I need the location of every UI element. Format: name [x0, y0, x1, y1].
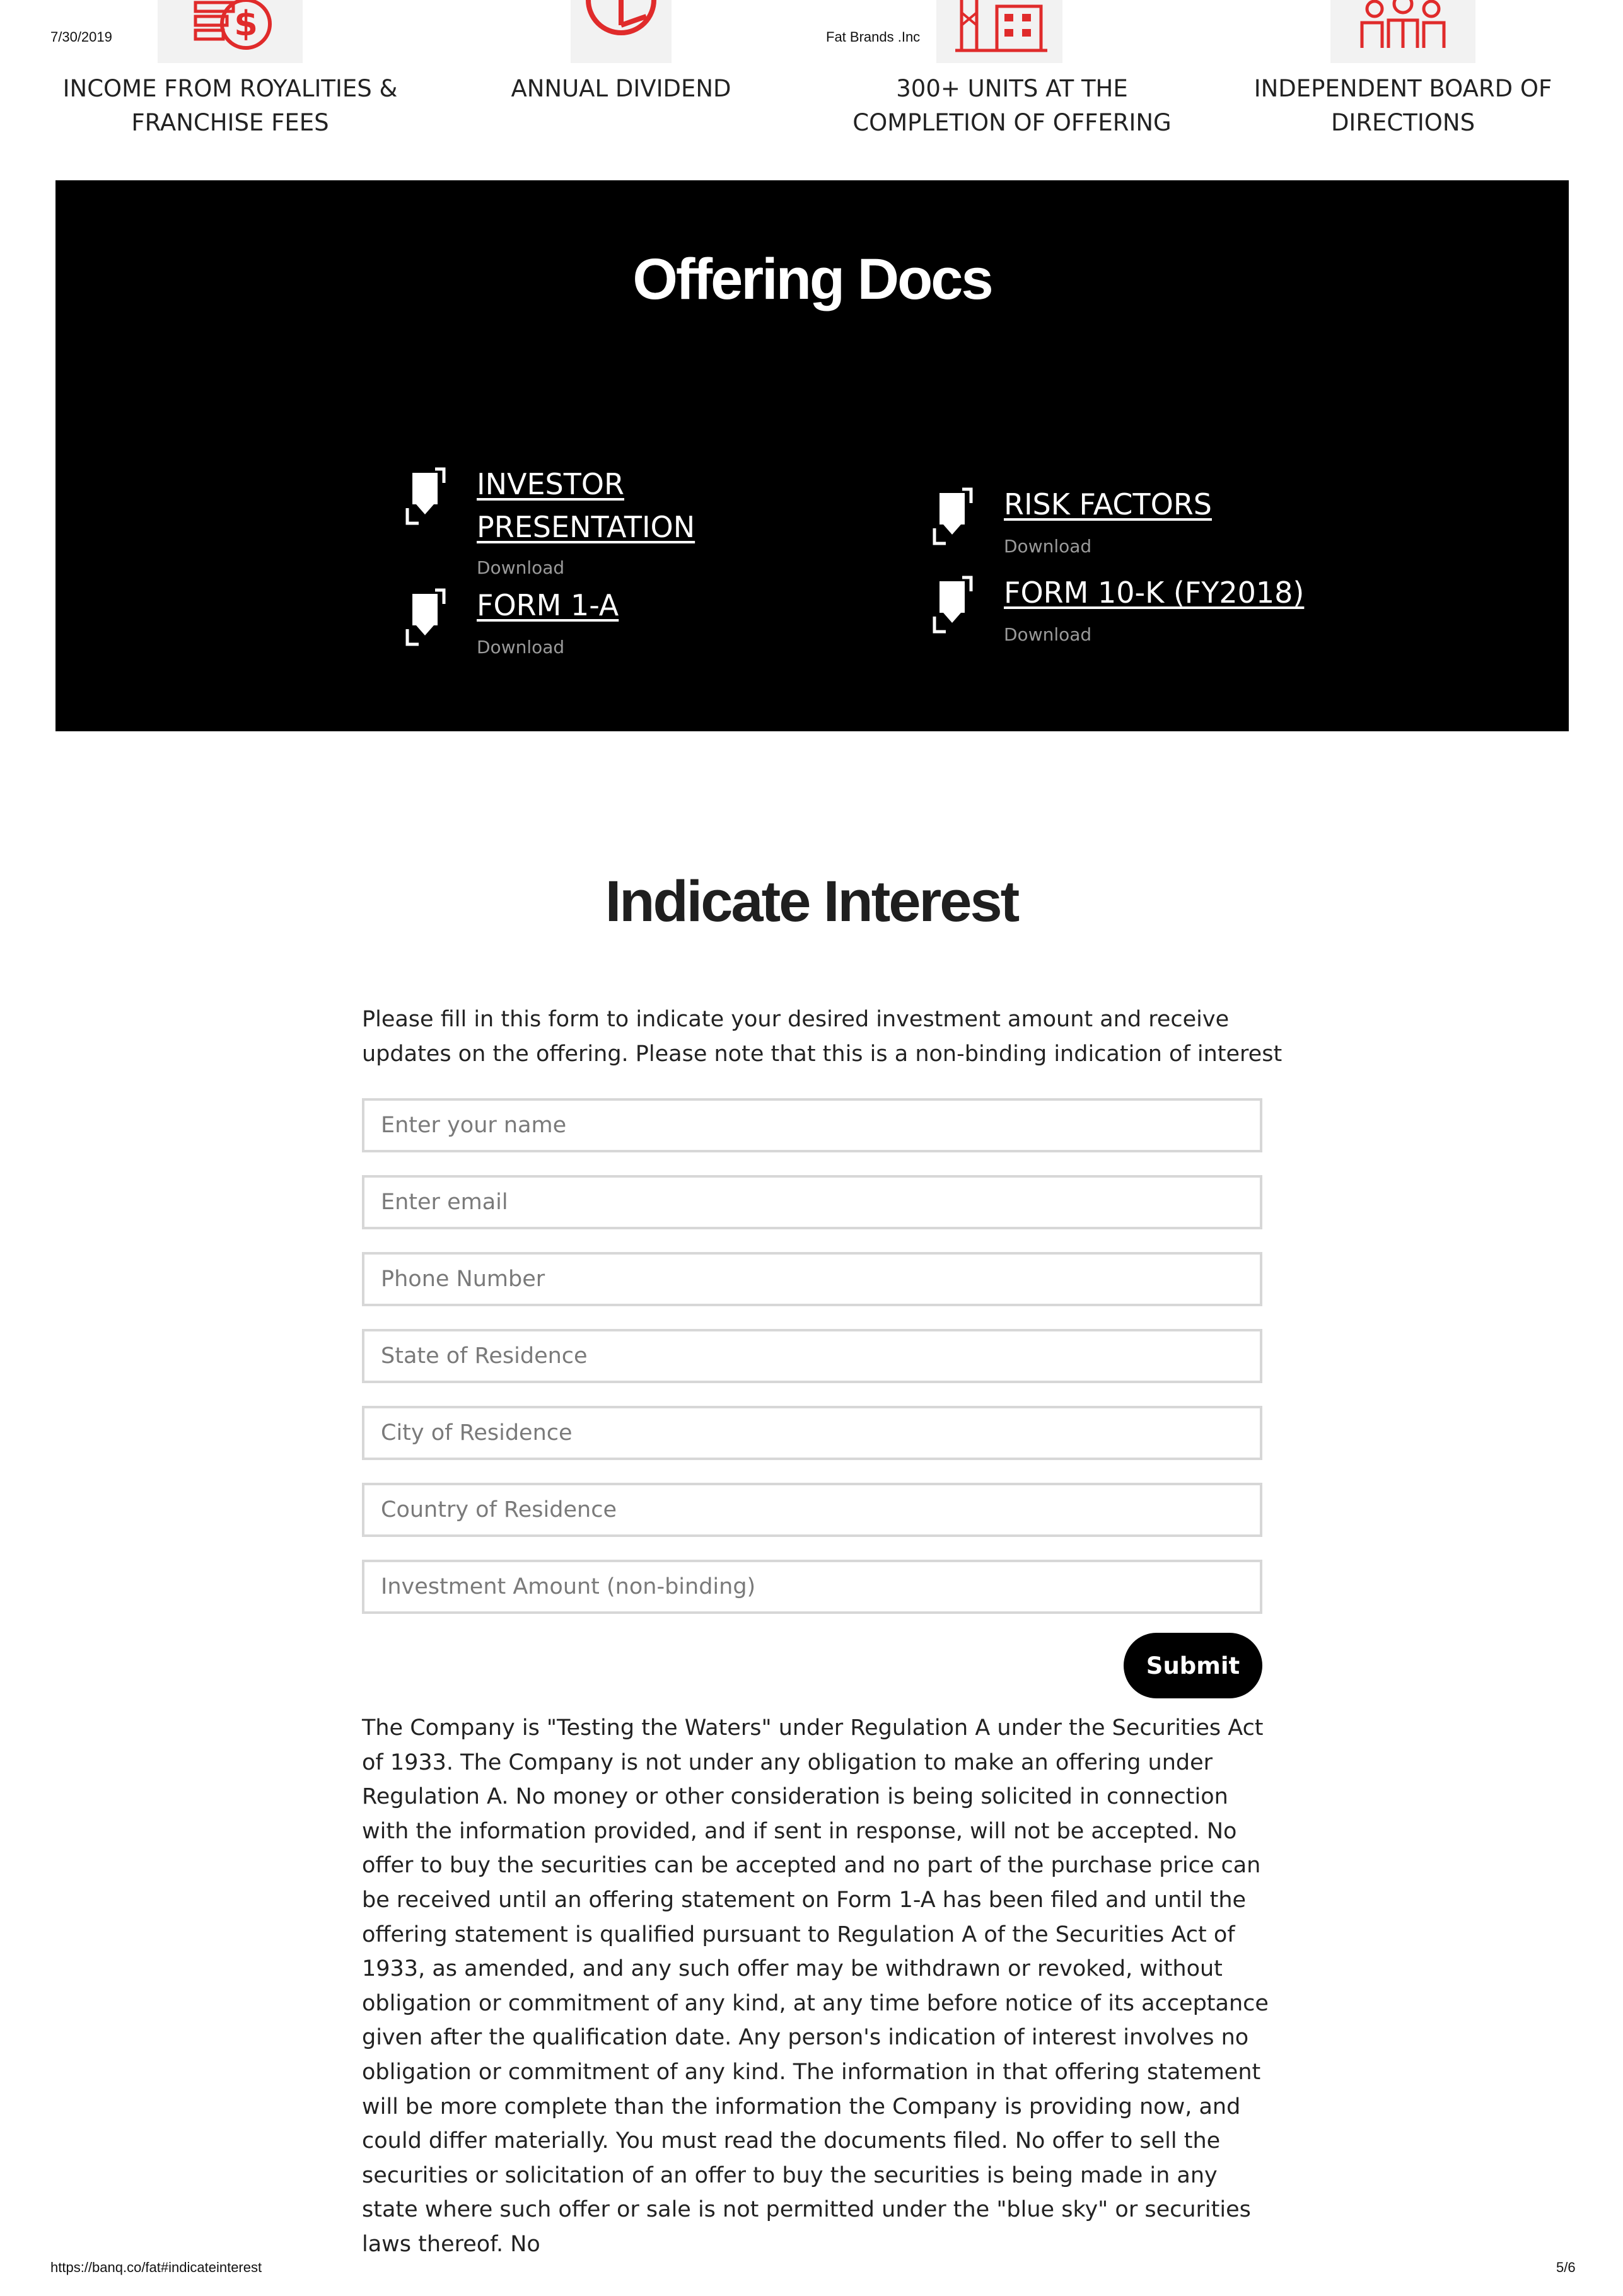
doc-title[interactable]: FORM 1-A — [477, 588, 619, 622]
feature-royalties — [35, 0, 426, 140]
doc-title[interactable]: RISK FACTORS — [1004, 487, 1212, 521]
feature-label: INCOME FROM ROYALITIES & FRANCHISE FEES — [62, 75, 398, 136]
doc-title[interactable]: INVESTOR PRESENTATION — [477, 467, 695, 544]
offering-docs-section — [55, 180, 1569, 731]
board-people-icon — [1330, 0, 1475, 63]
email-input[interactable] — [362, 1175, 1262, 1229]
feature-label: ANNUAL DIVIDEND — [511, 75, 731, 102]
print-page-title: Fat Brands .Inc — [826, 29, 921, 45]
doc-download-link[interactable]: Download — [1004, 536, 1092, 557]
offering-docs-title: Offering Docs — [632, 247, 992, 311]
feature-board — [1207, 0, 1598, 140]
feature-dividend — [426, 0, 817, 106]
document-download-icon — [401, 588, 451, 648]
feature-units — [817, 0, 1207, 140]
print-page-number: 5/6 — [1556, 2259, 1576, 2275]
document-download-icon — [401, 467, 451, 527]
phone-input[interactable] — [362, 1252, 1262, 1306]
svg-text:$: $ — [234, 4, 258, 43]
doc-title[interactable]: FORM 10-K (FY2018) — [1004, 576, 1305, 610]
document-download-icon — [928, 487, 979, 547]
city-input[interactable] — [362, 1406, 1262, 1460]
money-dollar-icon — [158, 0, 303, 63]
investment-amount-input[interactable] — [362, 1560, 1262, 1614]
feature-label: 300+ UNITS AT THE COMPLETION OF OFFERING — [852, 75, 1172, 136]
doc-download-link[interactable]: Download — [1004, 624, 1092, 645]
building-crane-icon — [936, 0, 1062, 63]
print-url: https://banq.co/fat#indicateinterest — [50, 2259, 262, 2275]
state-input[interactable] — [362, 1329, 1262, 1383]
doc-download-link[interactable]: Download — [477, 557, 565, 578]
country-input[interactable] — [362, 1483, 1262, 1537]
indicate-interest-intro: Please fill in this form to indicate your desired investment amount and receive updates on the offering. Please note that this is a non-binding indication of interest — [362, 1007, 1283, 1067]
pie-chart-icon — [571, 0, 672, 63]
disclaimer-text: The Company is "Testing the Waters" under Regulation A under the Securities Act of 1933. The Company is not under any obligation to make an offering under Regulation A. No money or other consideration is being solicited in connection with the information provided, and if sent in response, will not be accepted. No offer to buy the securities can be accepted and no part of the purchase price can be received until an offering statement on Form 1-A has been filed and until the offering statement is qualified pursuant to Regulation A of the Securities Act of 1933, as amended, and any such offer may be withdrawn or revoked, without obligation or commitment of any kind, at any time before notice of its acceptance given after the qualification date. Any person's indication of interest involves no obligation or commitment of any kind. The information in that offering statement will be more complete than the information the Company is providing now, and could differ materially. You must read the documents filed. No offer to sell the securities or solicitation of an offer to buy the securities is being made in any state where such offer or sale is not permitted under the "blue sky" or securities laws thereof. No — [362, 1715, 1269, 2257]
document-download-icon — [928, 575, 979, 635]
name-input[interactable] — [362, 1098, 1262, 1152]
submit-button[interactable]: Submit — [1124, 1633, 1262, 1698]
indicate-interest-title: Indicate Interest — [605, 869, 1018, 934]
doc-download-link[interactable]: Download — [477, 637, 565, 658]
feature-label: INDEPENDENT BOARD OF DIRECTIONS — [1254, 75, 1552, 136]
print-date: 7/30/2019 — [50, 29, 112, 45]
